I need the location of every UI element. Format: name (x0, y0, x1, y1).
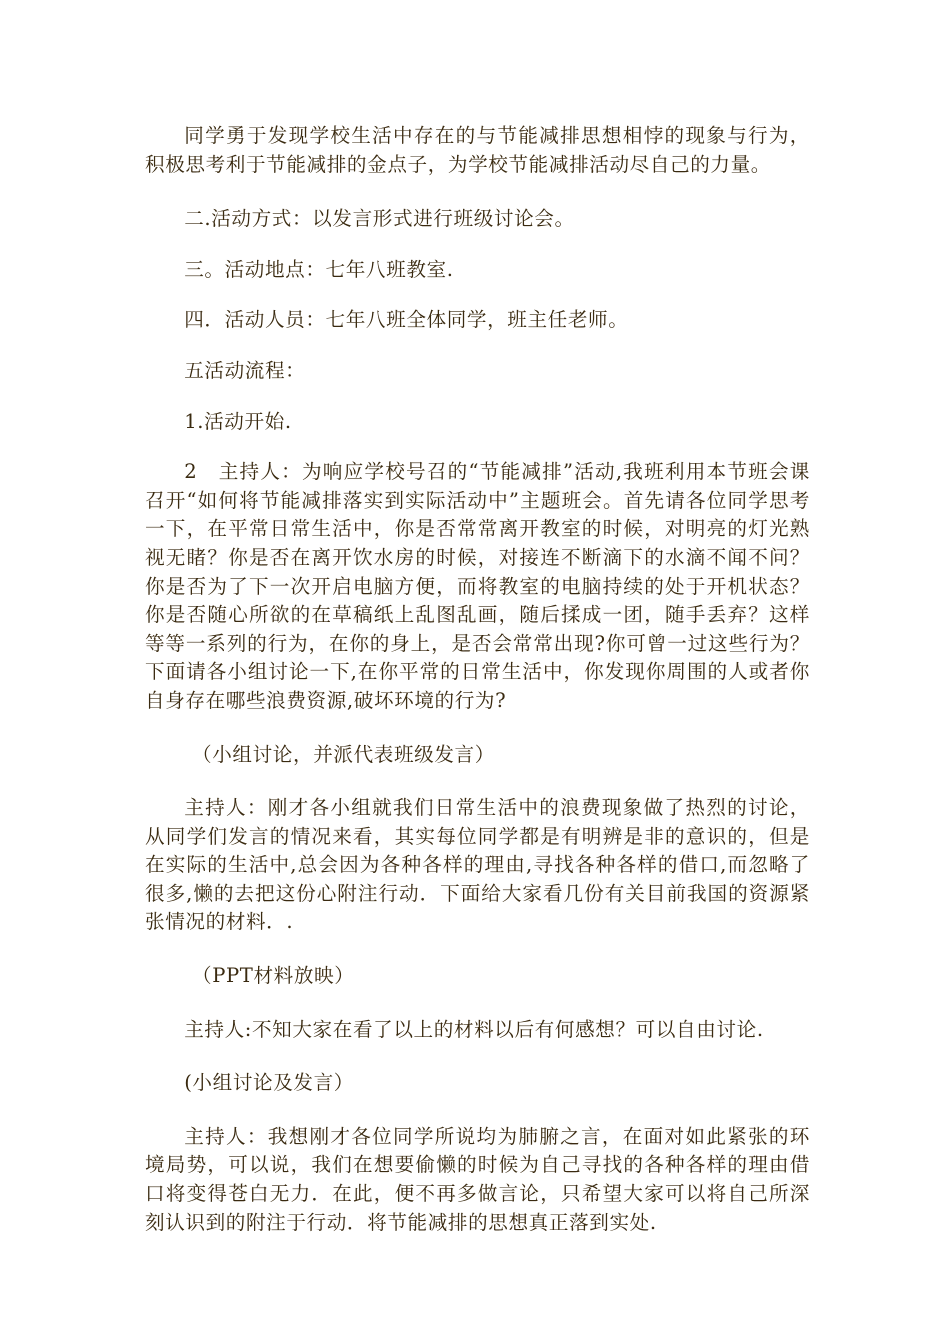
paragraph-activity-location: 三。活动地点：七年八班教室. (184, 257, 454, 281)
paragraph-step-1: 1.活动开始. (184, 409, 292, 433)
paragraph-step-2-host: 2 主持人：为响应学校号召的“节能减排”活动,我班利用本节班会课召开“如何将节能减排落实到实际活动中”主题班会。首先请各位同学思考一下，在平常日常生活中，你是否常常离开教室的时候，对明亮的灯光熟视无睹？你是否在离开饮水房的时候，对接连不断滴下的水滴不闻不问？你是否为了下一次开启电脑方便，而将教室的电脑持续的处于开机状态？你是否随心所欲的在草稿纸上乱图乱画，随后揉成一团，随手丢弃？这样等等一系列的行为，在你的身上，是否会常常出现?你可曾一过这些行为？下面请各小组讨论一下,在你平常的日常生活中，你发现你周围的人或者你自身存在哪些浪费资源,破坏环境的行为? (145, 460, 810, 712)
paragraph-host-question: 主持人:不知大家在看了以上的材料以后有何感想？可以自由讨论. (184, 1017, 764, 1041)
paragraph-host-comment: 主持人：刚才各小组就我们日常生活中的浪费现象做了热烈的讨论，从同学们发言的情况来看，其实每位同学都是有明辨是非的意识的，但是在实际的生活中,总会因为各种各样的理由,寻找各种各样的借口,而忽略了很多,懒的去把这份心附注行动．下面给大家看几份有关目前我国的资源紧张情况的材料．. (145, 796, 810, 934)
paragraph-activity-method: 二.活动方式：以发言形式进行班级讨论会。 (184, 207, 575, 231)
paragraph-activity-process: 五活动流程： (184, 358, 306, 382)
paragraph-group-discussion-2: (小组讨论及发言） (184, 1071, 354, 1095)
document-body (145, 122, 810, 1262)
paragraph-host-conclusion: 主持人：我想刚才各位同学所说均为肺腑之言，在面对如此紧张的环境局势，可以说，我们在想要偷懒的时候为自己寻找的各种各样的理由借口将变得苍白无力．在此，便不再多做言论，只希望大家可以将自己所深刻认识到的附注于行动．将节能减排的思想真正落到实处. (145, 1124, 810, 1234)
paragraph-activity-participants: 四．活动人员：七年八班全体同学，班主任老师。 (184, 308, 629, 332)
paragraph-group-discussion: （小组讨论，并派代表班级发言） (192, 742, 495, 766)
paragraph-ppt: （PPT材料放映） (192, 964, 355, 988)
paragraph-intro: 同学勇于发现学校生活中存在的与节能减排思想相悖的现象与行为，积极思考利于节能减排的金点子，为学校节能减排活动尽自己的力量。 (145, 124, 810, 176)
